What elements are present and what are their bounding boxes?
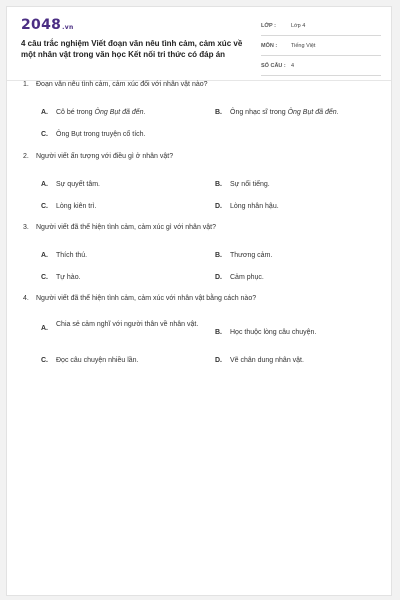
question-3 [23,224,373,281]
option-text: Thích thú. [56,252,88,259]
option-letter: A. [41,325,48,332]
option-letter: B. [215,181,222,188]
meta-row-subject [261,39,381,56]
option-text: Thương cảm. [230,252,273,259]
question-number: 3. [23,224,29,231]
question-text: Người viết đã thể hiện tình cảm, cảm xúc gì với nhân vật? [36,224,217,231]
option-letter: C. [41,357,48,364]
document-meta [261,19,381,79]
option-a[interactable] [41,181,100,188]
meta-row-grade [261,19,381,36]
question-text-row [23,81,373,93]
option-text: Cảm phục. [230,274,264,281]
meta-key: LỚP : [261,23,276,29]
option-d[interactable] [215,203,279,210]
question-number: 4. [23,295,29,302]
question-text: Người viết ấn tượng với điều gì ở nhân vật? [36,153,174,160]
question-text: Người viết đã thể hiện tình cảm, cảm xúc với nhân vật bằng cách nào? [36,295,257,302]
option-b[interactable] [215,181,270,188]
option-text: Lòng nhân hậu. [230,203,279,210]
logo-domain-text: .vn [62,24,74,31]
option-text-pre: Ông nhạc sĩ trong [230,109,288,116]
meta-value: 4 [291,63,295,69]
option-letter: C. [41,203,48,210]
option-c[interactable] [41,357,139,364]
meta-row-question-count [261,59,381,76]
option-c[interactable] [41,203,96,210]
option-a[interactable] [41,319,206,330]
option-a[interactable] [41,252,87,259]
option-text: Sự quyết tâm. [56,181,100,188]
question-1 [23,81,373,138]
question-text-row [23,295,373,307]
option-text: Đọc câu chuyện nhiều lần. [56,357,139,364]
option-b[interactable] [215,109,339,116]
meta-key: MÔN : [261,43,278,49]
option-letter: A. [41,252,48,259]
option-text-pre: Cô bé trong [56,109,95,116]
option-c[interactable] [41,131,146,138]
question-text-row [23,224,373,236]
option-a[interactable] [41,109,146,116]
option-letter: C. [41,131,48,138]
option-d[interactable] [215,274,264,281]
option-text: Học thuộc lòng câu chuyện. [230,329,317,336]
question-number: 2. [23,153,29,160]
option-text-em: Ông Bụt đã đến. [287,109,339,116]
question-text-row [23,153,373,165]
option-c[interactable] [41,274,81,281]
option-letter: A. [41,109,48,116]
option-text [230,109,339,116]
meta-key: SỐ CÂU : [261,63,286,69]
site-logo[interactable] [21,17,74,33]
option-text [56,109,146,116]
question-text: Đoạn văn nêu tình cảm, cảm xúc đối với nhân vật nào? [36,81,208,88]
question-2 [23,153,373,210]
question-number: 1. [23,81,29,88]
option-letter: C. [41,274,48,281]
option-text: Tự hào. [56,274,81,281]
document-header [21,17,379,79]
option-text: Ông Bụt trong truyện cổ tích. [56,131,146,138]
option-letter: B. [215,252,222,259]
option-text: Vẽ chân dung nhân vật. [230,357,304,364]
option-letter: D. [215,357,222,364]
meta-value: Lớp 4 [291,23,306,29]
option-text: Sự nổi tiếng. [230,181,270,188]
option-b[interactable] [215,252,272,259]
document-title: 4 câu trắc nghiệm Viết đoạn văn nêu tình cảm, cảm xúc về một nhân vật trong văn học Kết nối tri thức có đáp án [21,39,243,59]
option-text: Lòng kiên trì. [56,203,97,210]
logo-main-text: 2048 [21,17,62,33]
option-letter: B. [215,329,222,336]
question-4 [23,295,373,364]
meta-value: Tiếng Việt [291,43,316,49]
option-letter: D. [215,203,222,210]
option-letter: B. [215,109,222,116]
option-b[interactable] [215,329,316,336]
document-page [6,6,392,596]
option-d[interactable] [215,357,304,364]
option-letter: A. [41,181,48,188]
option-text-em: Ông Bụt đã đến. [94,109,146,116]
option-text: Chia sẻ cảm nghĩ với người thân về nhân vật. [56,321,199,328]
option-letter: D. [215,274,222,281]
